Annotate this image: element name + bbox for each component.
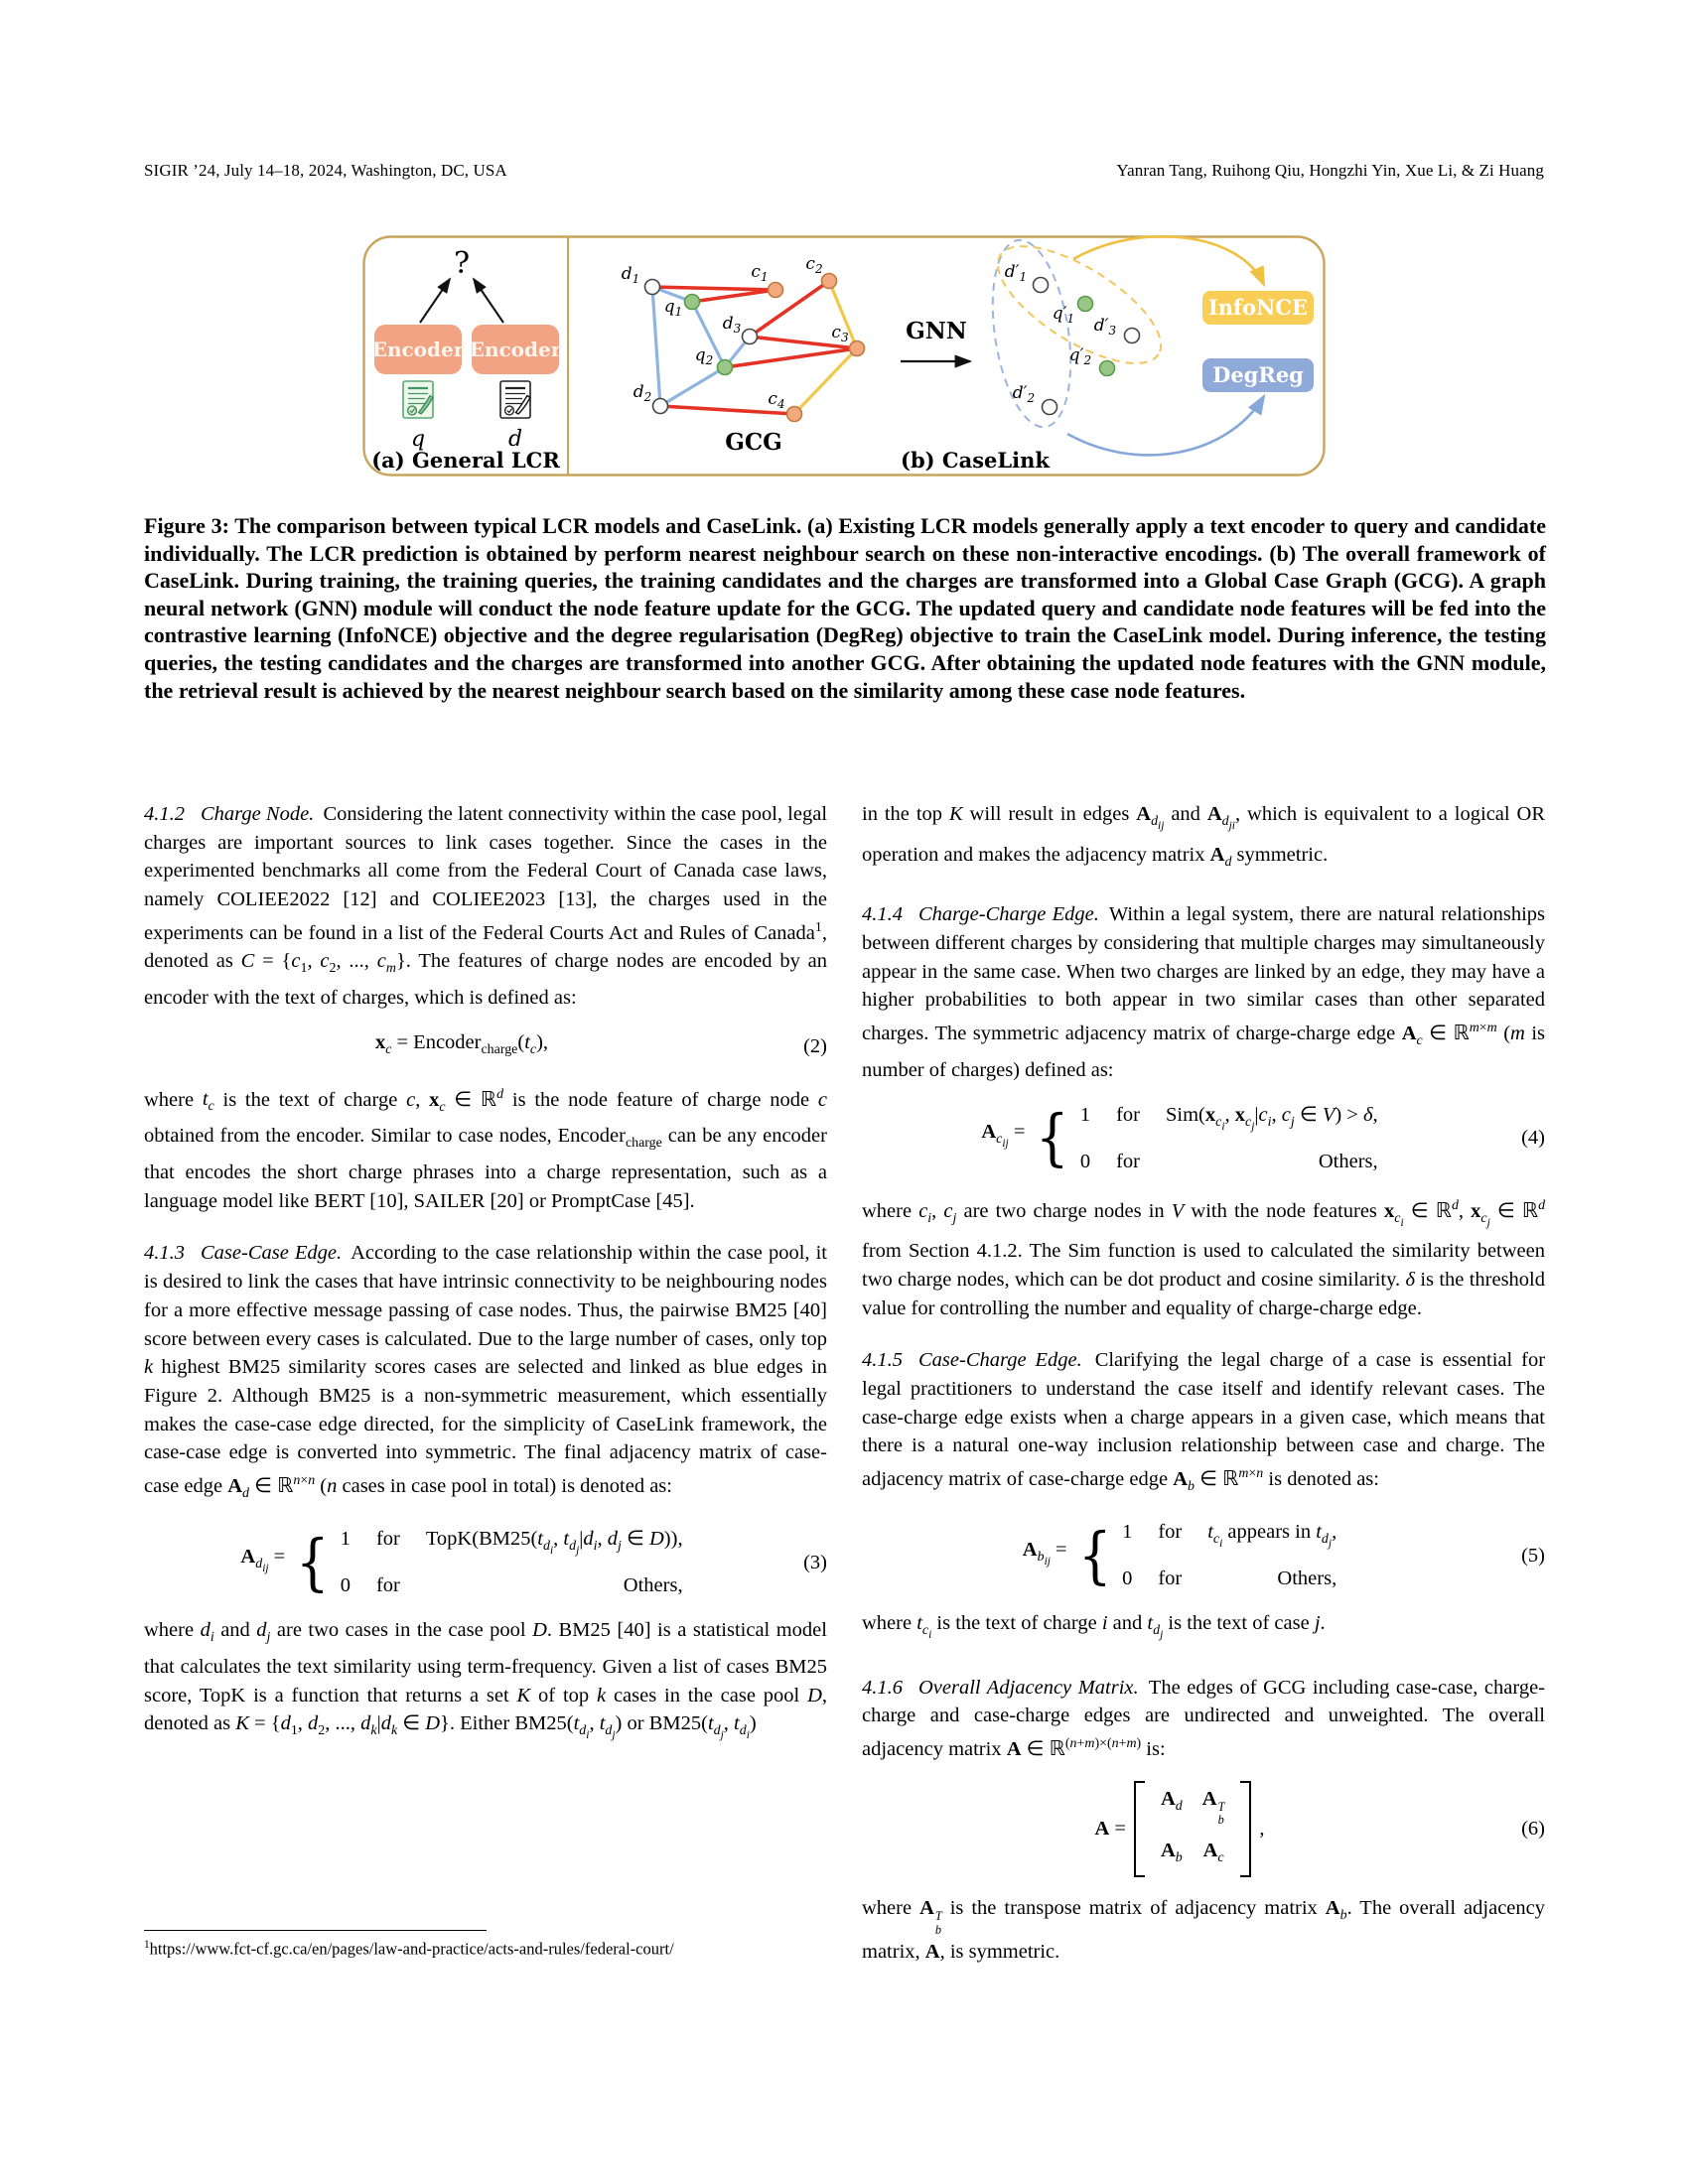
paragraph-after-eq2: where $t_c$ is the text of charge c, $x_c$ ∈ ℝ$^d$ is the node feature of charge node c obtained from the encoder. Similar to case nodes, Encoder$_{charge}$ can be any encoder that encodes the short charge phrases into a charge representation, such as a language model like BERT [10], SAILER [20] or PromptCase [45]. [144,1086,827,1212]
section-4-1-3-text: According to the case relationship within the case pool, it is desired to link the cases that have intrinsic connectivity to be neighbouring nodes for a more effective message passing of case nodes. Thus, the pairwise BM25 [40] score between every cases is calculated. Due to the large number of cases, only top k highest BM25 similarity scores cases are selected and linked as blue edges in Figure 2. Although BM25 is a non-symmetric measurement, which essentially makes the case-case edge directed, for the simplicity of CaseLink framework, the case-case edge is converted into symmetric. The final adjacency matrix of case-case edge $A_d$ ∈ ℝ$^{n\times n}$ (n cases in case pool in total) is denoted as: [144,1242,828,1502]
node-d2 [653,399,668,414]
section-4-1-3-number: 4.1.3 [144,1242,185,1265]
section-4-1-6-number: 4.1.6 [862,1676,903,1699]
section-4-1-4-number: 4.1.4 [862,903,903,926]
section-4-1-6 [862,1674,1545,1764]
cases-brace: { [296,1525,330,1598]
equation-4-number: (4) [1521,1127,1545,1150]
eq3-row1-value: 1 [340,1527,351,1550]
node-q1-label: $q_1$ [663,297,683,319]
node-c4 [787,407,802,422]
equation-5 [862,1518,1545,1593]
panel-a-caption: (a) General LCR [371,448,560,473]
equation-6-lhs: A = [1094,1817,1126,1840]
query-doc-label: q [410,427,426,452]
section-4-1-5-number: 4.1.5 [862,1349,903,1372]
paragraph-after-eq5: where $t_{c_i}$ is the text of charge i and $t_{d_j}$ is the text of case j. [862,1612,1326,1641]
equation-6 [862,1780,1545,1878]
section-4-1-3-title: Case-Case Edge. [201,1242,343,1265]
equation-6-number: (6) [1521,1817,1545,1840]
eq3-row2-condition: Others, [623,1574,683,1597]
footnote-rule [144,1930,487,1931]
equation-6-comma: , [1259,1817,1265,1840]
eq3-row2-value: 0 [340,1574,351,1597]
equation-2-expression: $x_c$ = $Encoder_{charge}(t_c)$, [374,1030,549,1057]
figure-3 [362,235,1326,477]
footnote [144,1939,674,1960]
section-4-1-6-title: Overall Adjacency Matrix. [918,1676,1139,1699]
paragraph-after-eq4: where $c_i$, $c_j$ are two charge nodes in V with the node features $x_{c_i}$ ∈ ℝ$^d$, $x_{c_j}$ ∈ ℝ$^d$ from Section 4.1.2. The Sim function is used to calculated the similarity between two charge nodes, which can be dot product and cosine similarity. δ is the threshold value for controlling the number and equality of charge-charge edge. [862,1197,1546,1319]
node-d1 [645,280,660,295]
panel-b-caption: (b) CaseLink [901,448,1050,473]
matrix-entry-21: $A_b$ [1160,1840,1183,1866]
section-4-1-2-title: Charge Node. [201,803,315,825]
node-d1-prime-label: $d'_1$ [1004,262,1028,284]
paragraph-after-eq6: where A T b is the transpose matrix of adjacency matrix $A_b$. The overall adjacency matrix, A, is symmetric. [862,1897,1545,1963]
node-q2-prime [1100,361,1115,376]
candidate-doc-label: d [507,427,523,452]
node-d3-label: $d_3$ [722,314,742,336]
cases-brace: { [1077,1518,1112,1591]
section-4-1-2-number: 4.1.2 [144,803,185,825]
eq4-row2-condition: Others, [1318,1151,1378,1173]
equation-4-lhs: $A_{c_{ij}}$ = [981,1121,1026,1151]
cases-brace: { [1036,1101,1069,1174]
node-d2-prime-label: $d'_2$ [1012,383,1036,405]
figure-3-caption: Figure 3: The comparison between typical LCR models and CaseLink. (a) Existing LCR models generally apply a text encoder to query and candidate individually. The LCR prediction is obtained by perform nearest neighbour search on these non-interactive encodings. (b) The overall framework of CaseLink. During training, the training queries, the training candidates and the charges are transformed into a Global Case Graph (GCG). A graph neural network (GNN) module will conduct the node feature update for the GCG. The updated query and candidate node features will be fed into the contrastive learning (InfoNCE) objective and the degree regularisation (DegReg) objective to train the CaseLink model. During inference, the testing queries, the testing candidates and the charges are transformed into another GCG. After obtaining the updated node features with the GNN module, the retrieval result is achieved by the nearest neighbour search based on the similarity among these case node features. [144,513,1546,703]
footnote-marker: 1 [144,1939,150,1951]
node-d2-label: $d_2$ [633,382,652,404]
section-4-1-5-text: Clarifying the legal charge of a case is essential for legal practitioners to understand the case itself and identify relevant cases. The case-charge edge exists when a charge appears in a given case, which means that there is a natural one-way inclusion relationship between case and charge. The adjacency matrix of case-charge edge $A_b$ ∈ ℝ$^{m\times n}$ is denoted as: [862,1349,1546,1495]
footnote-url-link[interactable]: https://www.fct-cf.gc.ca/en/pages/law-and-practice/acts-and-rules/federal-court/ [149,1939,674,1959]
equation-3-number: (3) [803,1551,827,1573]
section-4-1-4-text: Within a legal system, there are natural relationships between different charges by considering that multiple charges may simultaneously appear in the same case. When two charges are linked by an edge, they may have a higher probabilities to both appear in two similar cases than other separated charges. The symmetric adjacency matrix of charge-charge edge $A_c$ ∈ ℝ$^{m\times m}$ (m is number of charges) defined as: [862,903,1545,1081]
node-c2-label: $c_2$ [805,254,823,276]
eq4-row2-keyword: for [1116,1151,1140,1173]
node-d2-prime [1043,400,1057,415]
section-4-1-2-text: Considering the latent connectivity within the case pool, legal charges are important sources to link cases together. Since the cases in the experimented benchmarks all come from the Federal Court of Canada case laws, namely COLIEE2022 [12] and COLIEE2023 [13], the charges used in the experiments can be found in a list of the Federal Courts Act and Rules of Canada$^1$, denoted as $C = \{c_1$, $c_2$, ..., $c_m$}. The features of charge nodes are encoded by an encoder with the text of charges, which is defined as: [144,803,828,1010]
node-d3-prime-label: $d'_3$ [1093,316,1117,338]
node-q2-label: $q_2$ [694,345,714,367]
node-c1-label: $c_1$ [751,262,769,284]
node-c3-label: $c_3$ [831,323,849,344]
paragraph-after-eq3: where $d_i$ and $d_j$ are two cases in the case pool D. BM25 [40] is a statistical model that calculates the text similarity using term-frequency. Given a list of cases BM25 score, TopK is a function that returns a set K of top k cases in the case pool D, denoted as $K = \{d_1$, $d_2$, ..., $d_k|d_k$ ∈ D}. Either $BM25(t_{d_i}$, $t_{d_j}$) or $BM25(t_{d_j}$, $t_{d_i}$) [144,1619,828,1742]
eq5-row2-keyword: for [1158,1568,1183,1590]
eq4-row1-value: 1 [1079,1103,1091,1126]
section-4-1-2 [144,800,827,1013]
equation-3 [144,1525,827,1600]
node-d1-label: $d_1$ [621,264,640,286]
node-d3 [743,330,758,344]
node-q1-prime-label: $q'_1$ [1052,304,1075,326]
equation-2-number: (2) [803,1034,827,1057]
equation-5-lhs: $A_{b_{ij}}$ = [1022,1538,1067,1568]
node-q1 [685,295,700,310]
node-d1-prime [1034,278,1049,293]
node-c2 [822,274,837,289]
matrix-entry-12: A T b [1201,1787,1225,1828]
equation-3-lhs: $A_{d_{ij}}$ = [240,1545,286,1574]
node-c1 [769,283,783,298]
node-d3-prime [1125,329,1140,343]
eq4-row1-condition: $Sim(x_{c_i}$, $x_{c_j}|c_i$, $c_j$ ∈ V) > δ, [1166,1103,1378,1133]
section-4-1-5 [862,1346,1545,1501]
eq5-row1-value: 1 [1122,1520,1133,1543]
paragraph-continued: in the top K will result in edges $A_{d_{ij}}$ and $A_{d_{ji}}$, which is equivalent to a logical OR operation and makes the adjacency matrix $A_d$ symmetric. [862,803,1545,870]
eq3-row2-keyword: for [375,1574,400,1597]
right-column [862,800,1545,1966]
conference-header: SIGIR ’24, July 14–18, 2024, Washington, DC, USA [144,161,507,180]
gnn-label: GNN [906,318,967,344]
node-q2-prime-label: $q'_2$ [1068,345,1092,367]
prediction-question-mark: ? [453,246,471,281]
eq4-row1-keyword: for [1116,1103,1140,1126]
authors-header: Yanran Tang, Ruihong Qiu, Hongzhi Yin, Xue Li, & Zi Huang [1116,161,1544,180]
section-4-1-3 [144,1239,827,1508]
query-document-icon [403,381,433,418]
degreg-box-label: DegReg [1212,362,1304,387]
eq5-row1-condition: $t_{c_i}$ appears in $t_{d_j}$, [1207,1520,1337,1550]
matrix-bracket-right [1240,1781,1251,1877]
encoder-box-query-label: Encoder [371,338,465,361]
equation-2 [144,1028,827,1065]
node-q1-prime [1078,297,1093,312]
equation-5-number: (5) [1521,1544,1545,1567]
eq4-row2-value: 0 [1079,1151,1091,1173]
matrix-bracket-left [1134,1781,1145,1877]
matrix-entry-22: $A_c$ [1202,1840,1224,1866]
node-c3 [850,341,865,356]
eq5-row1-keyword: for [1158,1520,1183,1543]
section-4-1-5-title: Case-Charge Edge. [918,1349,1082,1372]
adjacency-matrix [1153,1780,1232,1878]
eq5-row2-condition: Others, [1277,1568,1337,1590]
section-4-1-6-text: The edges of GCG including case-case, charge-charge and case-charge edges are undirected and unweighted. The overall adjacency matrix A ∈ ℝ$^{(n+m)\times(n+m)}$ is: [862,1676,1545,1760]
gcg-label: GCG [725,429,782,456]
candidate-document-icon [500,381,530,418]
eq3-row1-keyword: for [375,1527,400,1550]
section-4-1-4-title: Charge-Charge Edge. [918,903,1099,926]
node-c4-label: $c_4$ [768,389,785,411]
left-column [144,800,827,1750]
equation-4 [862,1101,1545,1176]
matrix-entry-11: $A_d$ [1160,1787,1183,1814]
infonce-box-label: InfoNCE [1207,295,1309,320]
encoder-box-candidate-label: Encoder [469,338,562,361]
eq5-row2-value: 0 [1122,1568,1133,1590]
section-4-1-4 [862,900,1545,1084]
node-q2 [718,360,733,375]
eq3-row1-condition: $TopK(BM25(t_{d_i}$, $t_{d_j}|d_i$, $d_j$ ∈ D)), [425,1527,683,1557]
